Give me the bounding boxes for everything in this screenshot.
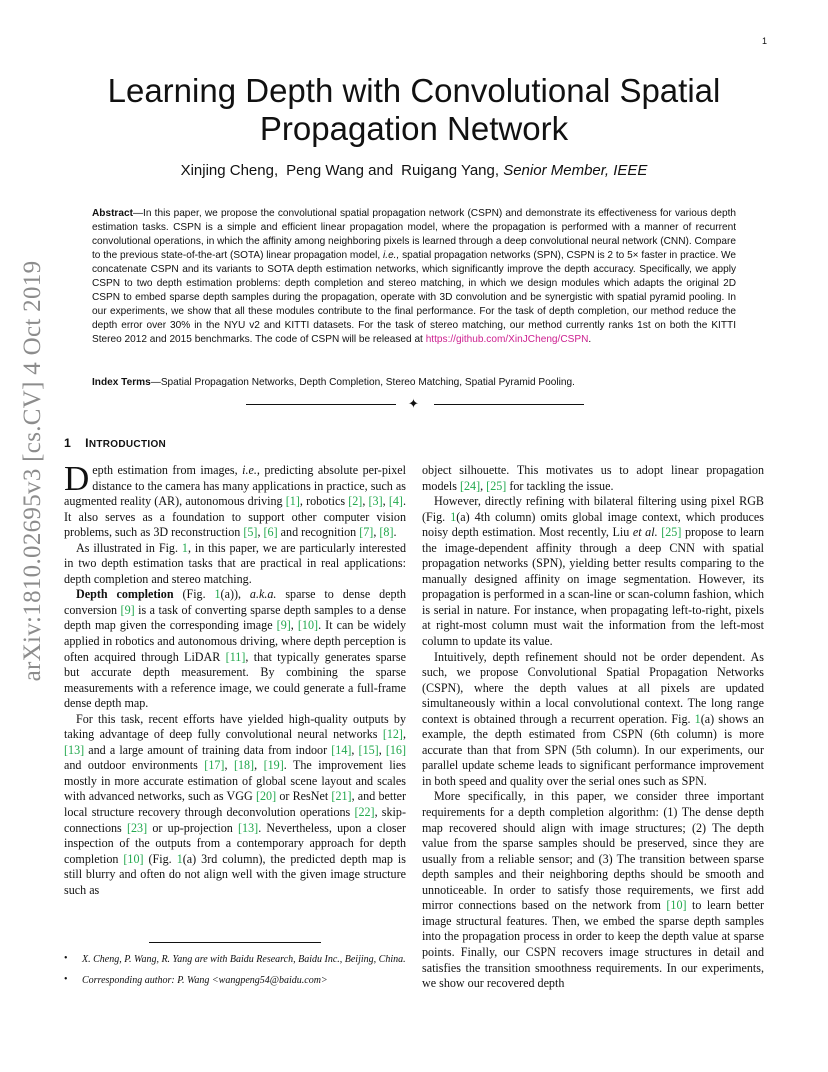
- code-link[interactable]: https://github.com/XinJCheng/CSPN: [425, 334, 589, 345]
- citation-link[interactable]: [18]: [233, 758, 255, 773]
- citation-link[interactable]: [9]: [120, 602, 135, 617]
- paper-title: [64, 72, 764, 148]
- citation-link[interactable]: 1: [181, 540, 188, 555]
- citation-link[interactable]: 1: [214, 587, 221, 602]
- italic-text: a.k.a.: [249, 587, 277, 602]
- abstract-text-1: —In this paper, we propose the convolutional spatial propagation network (CSPN) and demonstrate its effectiveness for various depth estimation tasks. CSPN is a simple and efficient linear propagation model, where the propagation is performed with a manner of recurrent convolutional operations, in which the affinity among neighboring pixels is learned through a deep convolutional neural network (CNN). Compare to the previous state-of-the-art (SOTA) linear propagation model,: [92, 208, 736, 261]
- divider-star-icon: ✦: [408, 396, 419, 411]
- right-column-paragraph: More specifically, in this paper, we consider three important requirements for a depth completion algorithm: (1) The dense depth map recovered should align with image structures; (2) The depth value from the sparse samples should be preserved, since they are usually from a reliable sensor; and (3) The transition between sparse depth samples and their neighboring depths should be smooth and unnoticeable. In order to satisfy those requirements, we first add mirror connections based on the network from [10] to learn better image structural features. Then, we embed the sparse depth samples into the propagation process in order to keep the depth value at sparse points. Finally, our CSPN recovers image structures in detail and satisfies the transition smoothness requirements. In our experiments, we show our recovered depth: [422, 789, 764, 991]
- citation-link[interactable]: [13]: [64, 742, 85, 757]
- citation-link[interactable]: [6]: [263, 525, 278, 540]
- citation-link[interactable]: [19]: [263, 758, 284, 773]
- right-column-paragraph: Intuitively, depth refinement should not be order dependent. As such, we propose Convolutional Spatial Propagation Networks (CSPN), where the depth values at all pixels are updated simultaneously within a local convolutional context. The long range context is obtained through a recurrent operation. Fig. 1(a) shows an example, the depth estimated from CSPN (6th column) is more accurate than that from SPN (5th column). In our experiments, our parallel update scheme leads to significant performance improvement in both speed and quality over the serial ones such as SPN.: [422, 649, 764, 788]
- section-heading: [64, 436, 166, 450]
- index-terms-text: —Spatial Propagation Networks, Depth Completion, Stereo Matching, Spatial Pyramid Pooling.: [150, 377, 575, 388]
- citation-link[interactable]: [21]: [331, 789, 352, 804]
- citation-link[interactable]: [4]: [388, 494, 403, 509]
- abstract-ie: i.e.,: [383, 250, 400, 261]
- citation-link[interactable]: [11]: [225, 649, 246, 664]
- index-terms-label: Index Terms: [92, 377, 151, 388]
- citation-link[interactable]: [25]: [661, 525, 682, 540]
- abstract-end: .: [588, 334, 592, 345]
- citation-link[interactable]: [20]: [255, 789, 277, 804]
- citation-link[interactable]: [3]: [368, 494, 383, 509]
- author-2: Peng Wang and: [286, 162, 394, 179]
- citation-link[interactable]: [14]: [331, 742, 352, 757]
- section-title-initial: I: [85, 436, 89, 450]
- author-list: [64, 162, 764, 179]
- citation-link[interactable]: [8]: [379, 525, 394, 540]
- citation-link[interactable]: 1: [176, 851, 183, 866]
- citation-link[interactable]: 1: [694, 711, 701, 726]
- citation-link[interactable]: [2]: [348, 494, 363, 509]
- citation-link[interactable]: [9]: [276, 618, 291, 633]
- citation-link[interactable]: [10]: [123, 851, 144, 866]
- drop-cap: D: [64, 459, 90, 498]
- left-column-paragraph: As illustrated in Fig. 1, in this paper, we are particularly interested in two depth estimation tasks that are practical in real applications: depth completion and stereo matching.: [64, 540, 407, 586]
- italic-text: i.e.,: [242, 463, 260, 477]
- citation-link[interactable]: [16]: [385, 742, 406, 757]
- footnote-item: [64, 953, 406, 966]
- footnotes: [64, 953, 406, 995]
- title-line-1: Learning Depth with Convolutional Spatial: [107, 72, 721, 109]
- abstract: [92, 207, 736, 347]
- citation-link[interactable]: [5]: [243, 525, 258, 540]
- section-divider: [246, 396, 584, 411]
- citation-link[interactable]: [15]: [358, 742, 379, 757]
- divider-line-right: [434, 404, 584, 405]
- citation-link[interactable]: [22]: [354, 805, 375, 820]
- right-column-paragraph: object silhouette. This motivates us to adopt linear propagation models [24], [25] for tackling the issue.: [422, 463, 764, 493]
- title-line-2: Propagation Network: [259, 110, 569, 147]
- divider-line-left: [246, 404, 396, 405]
- author-affiliation: Senior Member, IEEE: [503, 162, 648, 179]
- citation-link[interactable]: [24]: [459, 478, 481, 493]
- section-title-rest: NTRODUCTION: [88, 439, 167, 450]
- arxiv-sidebar-stamp: [16, 260, 50, 682]
- abstract-text-2: spatial propagation networks (SPN), CSPN is 2 to 5× faster in practice. We concatenate CSPN and its variants to SOTA depth estimation networks, which significantly improve the depth accuracy. Specifically, we apply CSPN to two depth estimation problems: depth completion and stereo matching, in which we design modules which adapts the original 2D CSPN to embed sparse depth samples during the propagation, operate with 3D convolution and be synergistic with spatial pyramid pooling. In our experiments, we show that all these modules contribute to the final performance. For the task of depth completion, our method reduce the depth error over 30% in the NYU v2 and KITTI datasets. For the task of stereo matching, our method currently ranks 1st on both the KITTI Stereo 2012 and 2015 benchmarks. The code of CSPN will be released at: [92, 250, 737, 345]
- right-column: [422, 463, 764, 992]
- page-number: 1: [761, 36, 767, 46]
- author-1: Xinjing Cheng,: [180, 162, 279, 179]
- citation-link[interactable]: 1: [450, 509, 457, 524]
- left-column-paragraph: Depth estimation from images, i.e., predicting absolute per-pixel distance to the camera has many applications in practice, such as augmented reality (AR), autonomous driving [1], robotics [2], [3], [4]. It also serves as a foundation to support other computer vision problems, such as 3D reconstruction [5], [6] and recognition [7], [8].: [64, 459, 407, 540]
- footnote-rule: [149, 942, 321, 943]
- citation-link[interactable]: [13]: [238, 820, 259, 835]
- left-column: [64, 459, 407, 898]
- section-number: 1: [64, 436, 72, 450]
- citation-link[interactable]: [10]: [666, 898, 687, 913]
- citation-link[interactable]: [1]: [285, 494, 300, 509]
- footnote-item: [64, 974, 406, 987]
- right-column-paragraph: However, directly refining with bilateral filtering using pixel RGB (Fig. 1(a) 4th column) omits global image context, which produces noisy depth estimation. Most recently, Liu et al. [25] propose to learn the image-dependent affinity through a deep CNN with spatial propagation networks (SPN), yielding better results comparing to the manually designed affinity on image segmentation. However, its propagation is performed in a scan-line or scan-column fashion, which is serial in nature. For instance, when propagating left-to-right, pixels at right-most column must wait the information from the left-most column to update its value.: [422, 494, 764, 649]
- citation-link[interactable]: [25]: [486, 478, 507, 493]
- left-column-paragraph: For this task, recent efforts have yielded high-quality outputs by taking advantage of deep fully convolutional neural networks [12], [13] and a large amount of training data from indoor [14], [15], [16] and outdoor environments [17], [18], [19]. The improvement lies mostly in more accurate estimation of global scene layout and scales with advanced networks, such as VGG [20] or ResNet [21], and better local structure recovery through deconvolution operations [22], skip-connections [23] or up-projection [13]. Nevertheless, upon a closer inspection of the outputs from a contemporary approach for depth completion [10] (Fig. 1(a) 3rd column), the predicted depth map is still blurry and often do not align well with the given image structure such as: [64, 711, 407, 897]
- bold-run-in-heading: Depth completion: [76, 587, 174, 602]
- author-3: Ruigang Yang,: [401, 162, 500, 179]
- left-column-paragraph: Depth completion (Fig. 1(a)), a.k.a. sparse to dense depth conversion [9] is a task of converting sparse depth samples to a dense depth map given the corresponding image [9], [10]. It can be widely applied in robotics and autonomous driving, where depth perception is often acquired through LiDAR [11], that typically generates sparse but accurate depth measurement. By combining the sparse measurements with a reference image, we could generate a full-frame dense depth map.: [64, 587, 407, 711]
- citation-link[interactable]: [23]: [126, 820, 148, 835]
- citation-link[interactable]: [10]: [297, 618, 319, 633]
- arxiv-id: arXiv:1810.02695v3 [cs.CV] 4 Oct 2019: [19, 260, 46, 682]
- bullet-icon: •: [64, 953, 68, 964]
- bullet-icon: •: [64, 974, 68, 985]
- citation-link[interactable]: [17]: [204, 758, 225, 773]
- italic-text: et al.: [632, 525, 658, 540]
- footnote-text: X. Cheng, P. Wang, R. Yang are with Baidu Research, Baidu Inc., Beijing, China.: [82, 954, 406, 965]
- citation-link[interactable]: [7]: [359, 525, 374, 540]
- index-terms: [92, 376, 736, 390]
- abstract-label: Abstract: [92, 208, 133, 219]
- footnote-text: Corresponding author: P. Wang <wangpeng54@baidu.com>: [82, 975, 328, 986]
- citation-link[interactable]: [12]: [382, 727, 403, 742]
